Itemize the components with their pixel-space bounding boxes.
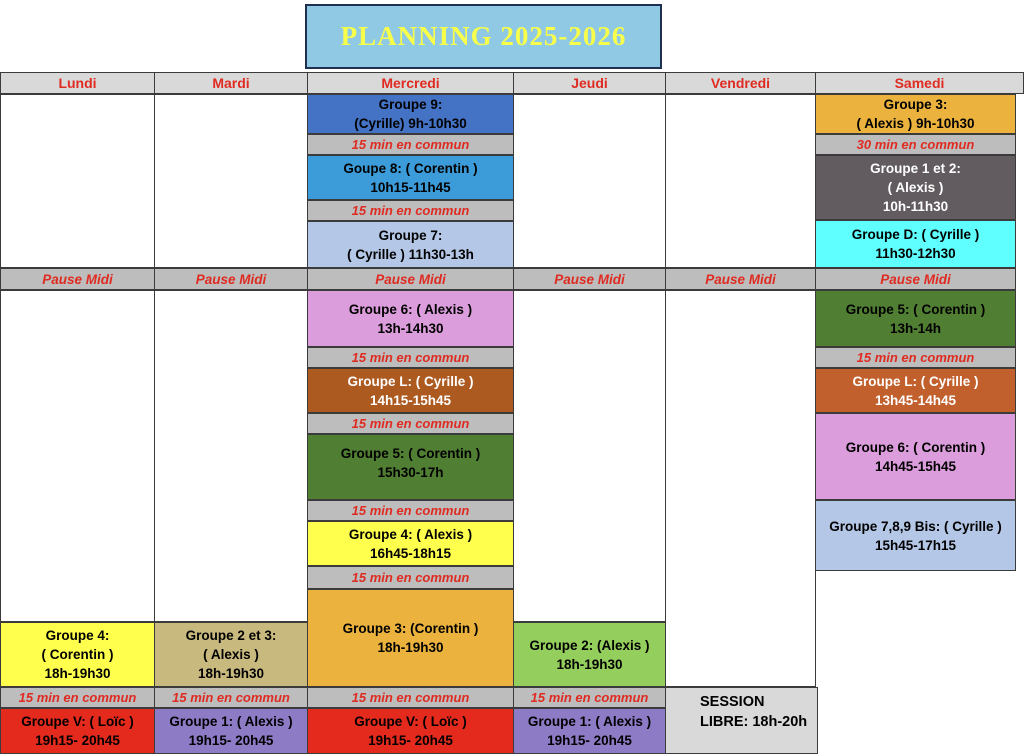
block-text-line: Groupe 7,8,9 Bis: ( Cyrille ) xyxy=(829,518,1002,534)
mercredi-groupe-v xyxy=(307,708,514,754)
block-text-line: ( Alexis ) 9h-10h30 xyxy=(856,116,975,131)
day-header-mercredi: Mercredi xyxy=(307,72,514,94)
block-text-line: 19h15- 20h45 xyxy=(547,733,632,748)
block-text-line: SESSION xyxy=(700,694,765,710)
samedi-groupe-5 xyxy=(815,290,1016,347)
mercredi-pause-midi: Pause Midi xyxy=(307,268,514,290)
day-header-jeudi: Jeudi xyxy=(513,72,666,94)
block-text-line: 13h-14h30 xyxy=(377,320,444,336)
block-text-line: Groupe 1: ( Alexis ) xyxy=(169,714,293,729)
block-text-line: Groupe 7: xyxy=(378,227,443,243)
block-text-line: ( Corentin ) xyxy=(41,647,114,662)
block-text-line: Groupe D: ( Cyrille ) xyxy=(851,227,980,242)
samedi-commun-15: 15 min en commun xyxy=(815,347,1016,368)
mardi-commun: 15 min en commun xyxy=(154,687,308,708)
samedi-commun-30: 30 min en commun xyxy=(815,134,1016,155)
block-text-line: Groupe 3: xyxy=(883,97,948,112)
block-text-line: ( Cyrille ) 11h30-13h xyxy=(347,246,474,262)
block-text-line: Groupe 1 et 2: xyxy=(870,161,961,176)
day-header-vendredi: Vendredi xyxy=(665,72,816,94)
block-text-line: ( Alexis ) xyxy=(887,180,944,195)
mercredi-groupe-3 xyxy=(307,589,514,687)
mercredi-groupe-7 xyxy=(307,221,514,268)
block-text-line: Groupe 5: ( Corentin ) xyxy=(340,446,481,461)
mardi-pause-midi: Pause Midi xyxy=(154,268,308,290)
lundi-commun: 15 min en commun xyxy=(0,687,155,708)
block-text-line: 10h15-11h45 xyxy=(370,179,451,195)
block-text-line: Groupe V: ( Loïc ) xyxy=(354,714,467,729)
block-text-line: 10h-11h30 xyxy=(882,199,949,214)
samedi-groupe-d xyxy=(815,220,1016,268)
block-text-line: 14h15-15h45 xyxy=(369,392,452,408)
block-text-line: LIBRE: 18h-20h xyxy=(700,714,808,730)
block-text-line: 15h30-17h xyxy=(377,465,444,480)
samedi-groupe-1-et-2 xyxy=(815,155,1016,220)
day-header-samedi: Samedi xyxy=(815,72,1024,94)
day-header-lundi: Lundi xyxy=(0,72,155,94)
block-text-line: 19h15- 20h45 xyxy=(368,733,453,748)
vendredi-pause-midi: Pause Midi xyxy=(665,268,816,290)
mardi-groupe-1 xyxy=(154,708,308,754)
jeudi-pause-midi: Pause Midi xyxy=(513,268,666,290)
block-text-line: Groupe 2: (Alexis ) xyxy=(529,637,650,653)
jeudi-empty-afternoon xyxy=(513,290,666,622)
block-text-line: 13h-14h xyxy=(889,320,942,336)
vendredi-empty-morning xyxy=(665,94,816,268)
block-text-line: Groupe 1: ( Alexis ) xyxy=(527,714,652,729)
mardi-empty-afternoon xyxy=(154,290,308,622)
block-text-line: Groupe L: ( Cyrille ) xyxy=(852,373,979,389)
block-text-line: (Cyrille) 9h-10h30 xyxy=(354,116,467,131)
block-text-line: 13h45-14h45 xyxy=(874,392,957,408)
mercredi-groupe-9 xyxy=(307,94,514,134)
block-text-line: 19h15- 20h45 xyxy=(188,733,274,748)
block-text-line: 15h45-17h15 xyxy=(874,537,957,553)
lundi-groupe-4 xyxy=(0,622,155,687)
mercredi-commun-1: 15 min en commun xyxy=(307,134,514,155)
mercredi-groupe-l xyxy=(307,368,514,413)
block-text-line: Groupe 4: xyxy=(45,628,110,643)
mercredi-groupe-6 xyxy=(307,290,514,347)
jeudi-groupe-2 xyxy=(513,622,666,687)
block-text-line: 18h-19h30 xyxy=(556,656,623,672)
mercredi-commun-3: 15 min en commun xyxy=(307,347,514,368)
mardi-empty-morning xyxy=(154,94,308,268)
block-text-line: Groupe 9: xyxy=(378,97,443,112)
title-box xyxy=(305,4,662,69)
block-text-line: 18h-19h30 xyxy=(44,666,111,681)
samedi-groupe-3 xyxy=(815,94,1016,134)
lundi-empty-morning xyxy=(0,94,155,268)
jeudi-empty-morning xyxy=(513,94,666,268)
mercredi-groupe-4 xyxy=(307,521,514,566)
vendredi-empty-afternoon xyxy=(665,290,816,687)
page-title: PLANNING 2025-2026 xyxy=(340,21,627,51)
jeudi-groupe-1 xyxy=(513,708,666,754)
mercredi-goupe-8 xyxy=(307,155,514,200)
block-text-line: Groupe 4: ( Alexis ) xyxy=(348,526,473,542)
block-text-line: Groupe 3: (Corentin ) xyxy=(342,621,479,636)
vendredi-session-libre xyxy=(665,687,818,754)
mercredi-commun-6: 15 min en commun xyxy=(307,566,514,589)
block-text-line: 19h15- 20h45 xyxy=(35,733,120,748)
block-text-line: Groupe 6: ( Corentin ) xyxy=(845,439,986,455)
block-text-line: 11h30-12h30 xyxy=(875,246,956,261)
block-text-line: 14h45-15h45 xyxy=(874,458,957,474)
block-text-line: 16h45-18h15 xyxy=(369,545,452,561)
mercredi-commun-2: 15 min en commun xyxy=(307,200,514,221)
block-text-line: Groupe L: ( Cyrille ) xyxy=(347,373,474,389)
samedi-groupe-l xyxy=(815,368,1016,413)
block-text-line: Groupe 5: ( Corentin ) xyxy=(845,301,986,317)
lundi-groupe-v xyxy=(0,708,155,754)
block-text-line: 18h-19h30 xyxy=(377,640,444,655)
block-text-line: ( Alexis ) xyxy=(203,647,259,662)
samedi-pause-midi: Pause Midi xyxy=(815,268,1016,290)
lundi-pause-midi: Pause Midi xyxy=(0,268,155,290)
mercredi-commun-7: 15 min en commun xyxy=(307,687,514,708)
block-text-line: Goupe 8: ( Corentin ) xyxy=(343,160,478,176)
mercredi-commun-5: 15 min en commun xyxy=(307,500,514,521)
mercredi-groupe-5 xyxy=(307,434,514,500)
block-text-line: Groupe 2 et 3: xyxy=(185,628,277,643)
jeudi-commun: 15 min en commun xyxy=(513,687,666,708)
day-header-mardi: Mardi xyxy=(154,72,308,94)
mercredi-commun-4: 15 min en commun xyxy=(307,413,514,434)
block-text-line: Groupe V: ( Loïc ) xyxy=(21,714,134,729)
samedi-groupe-6 xyxy=(815,413,1016,500)
mardi-groupe-2-et-3 xyxy=(154,622,308,687)
block-text-line: 18h-19h30 xyxy=(197,666,265,681)
samedi-groupe-789bis xyxy=(815,500,1016,571)
lundi-empty-afternoon xyxy=(0,290,155,622)
block-text-line: Groupe 6: ( Alexis ) xyxy=(348,301,473,317)
